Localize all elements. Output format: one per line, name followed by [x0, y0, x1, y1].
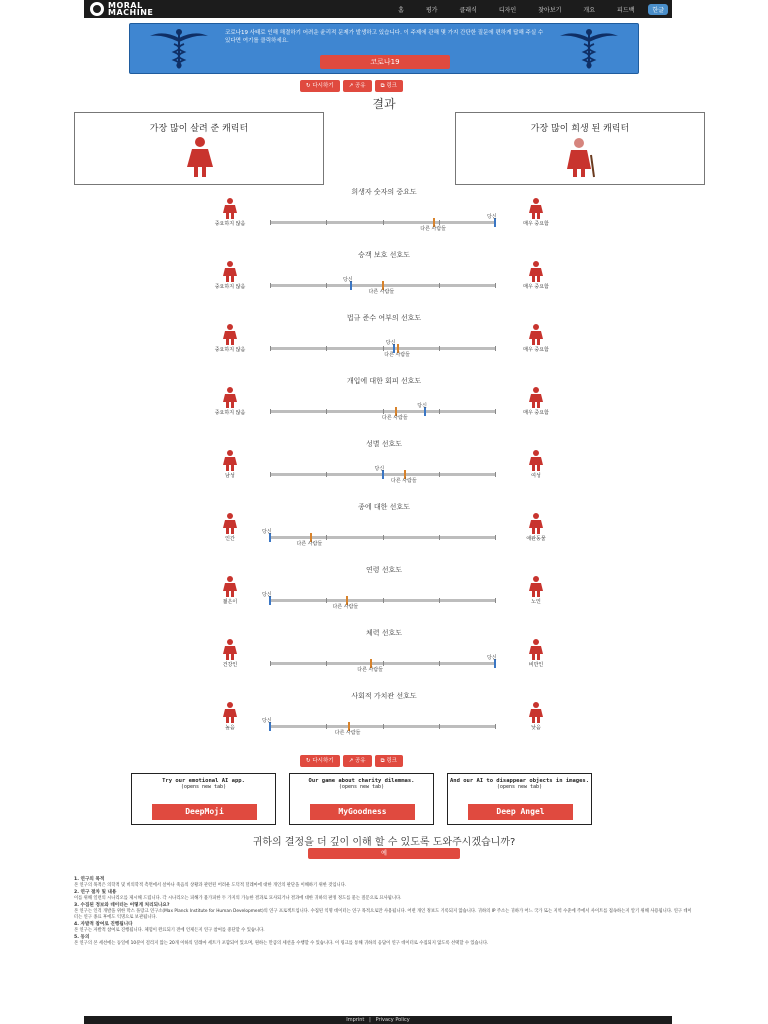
most-saved-title: 가장 많이 살려 준 캐릭터: [149, 124, 249, 134]
others-label: 다른 사람들: [357, 667, 383, 673]
slider-tick: [439, 661, 440, 666]
info-heading: 2. 연구 절차 및 내용: [74, 890, 117, 896]
right-character-icon: [526, 638, 546, 660]
slider-tick: [439, 598, 440, 603]
right-axis-label: 비만인: [528, 662, 544, 668]
preference-title: 사회적 가치관 선호도: [351, 692, 417, 700]
right-character-icon: [526, 260, 546, 282]
share-button[interactable]: ↗ 공유: [343, 80, 372, 92]
others-label: 다른 사람들: [296, 541, 323, 547]
you-label: 당신: [262, 592, 272, 598]
left-character-icon: [220, 386, 240, 408]
banner-text: 코로나19 사태로 인해 해결하기 어려운 윤리적 문제가 발생하고 있습니다. 이 주제에 관해 몇 가지 간단한 질문에 편하게 답해 주실 수 있다면 여기를 클릭하세요.: [225, 30, 544, 44]
others-label: 다른 사람들: [334, 730, 361, 736]
preference-slider-track: [270, 599, 495, 602]
slider-tick: [326, 220, 327, 225]
slider-tick: [326, 661, 327, 666]
left-character-icon: [220, 323, 240, 345]
logo-text: MORAL MACHINE: [108, 1, 154, 17]
covid-banner: [129, 23, 639, 74]
link-button[interactable]: ⧉ 링크: [375, 755, 403, 767]
caduceus-icon: [148, 28, 210, 70]
others-label: 다른 사람들: [382, 415, 408, 421]
slider-tick: [270, 661, 271, 666]
preference-slider-track: [270, 347, 495, 350]
preference-title: 체력 선호도: [365, 629, 403, 637]
action-row-top: [300, 80, 403, 92]
right-character-icon: [526, 701, 546, 723]
preference-title: 종에 대한 선호도: [358, 503, 410, 511]
slider-tick: [495, 472, 496, 477]
most-killed-title: 가장 많이 희생 된 캐릭터: [530, 124, 630, 134]
slider-tick: [270, 346, 271, 351]
preference-slider-track: [270, 536, 495, 539]
promo-mygoodness: [289, 773, 434, 825]
right-character-icon: [526, 386, 546, 408]
slider-tick: [495, 283, 496, 288]
slider-tick: [439, 535, 440, 540]
left-axis-label: 중요하지 않음: [214, 410, 246, 416]
left-axis-label: 중요하지 않음: [214, 347, 246, 353]
left-axis-label: 중요하지 않음: [214, 284, 246, 290]
nav-feedback[interactable]: 피드백: [617, 6, 635, 14]
left-character-icon: [220, 449, 240, 471]
you-label: 당신: [374, 466, 385, 472]
info-heading: 4. 자발적 참여로 진행됩니다: [74, 922, 133, 928]
slider-tick: [326, 472, 327, 477]
slider-tick: [383, 220, 384, 225]
nav-about[interactable]: 개요: [583, 6, 596, 14]
right-character-icon: [526, 449, 546, 471]
promo-subtitle: (opens new tab): [338, 784, 385, 790]
left-character-icon: [220, 638, 240, 660]
action-row-bottom: [300, 755, 403, 767]
left-axis-label: 건강인: [222, 662, 238, 668]
preference-title: 연령 선호도: [365, 566, 403, 574]
left-character-icon: [220, 197, 240, 219]
nav-judge[interactable]: 평가: [425, 6, 438, 14]
nav-classic[interactable]: 클래식: [459, 6, 477, 14]
preference-slider-track: [270, 284, 495, 287]
slider-tick: [326, 409, 327, 414]
promo-deepmoji: [131, 773, 276, 825]
info-heading: 3. 수집된 정보와 데이터는 어떻게 처리되나요?: [74, 903, 170, 909]
info-paragraph: 본 연구의 목적은 의학적 및 비의학적 측면에서 살아나 죽음의 상황과 관련된 어려운 도덕적 딜레마에 대한 개인의 판단을 이해하기 위한 것입니다.: [74, 882, 347, 888]
left-character-icon: [220, 512, 240, 534]
you-label: 당신: [262, 529, 272, 535]
slider-tick: [439, 346, 440, 351]
left-axis-label: 남성: [225, 473, 235, 479]
you-label: 당신: [487, 214, 497, 220]
most-killed-box: [455, 112, 705, 185]
promo-title: Our game about charity dilemmas.: [308, 778, 415, 784]
preference-slider-track: [270, 662, 495, 665]
result-title: 결과: [372, 97, 396, 111]
nav-browse[interactable]: 찾아보기: [538, 6, 562, 14]
share-button[interactable]: ↗ 공유: [343, 755, 372, 767]
left-axis-label: 높음: [225, 725, 235, 731]
link-button[interactable]: ⧉ 링크: [375, 80, 403, 92]
slider-tick: [495, 535, 496, 540]
info-paragraph: 이를 위해 일련의 시나리오를 제시해 드립니다. 각 시나리오는 피해가 불가피한 두 가지의 가능한 결과로 묘사되거나 결과에 대한 귀하의 판정 정도를 묻는 질문으로 묘사됩니다.: [74, 895, 402, 901]
right-axis-label: 노인: [531, 599, 541, 605]
most-saved-box: [74, 112, 324, 185]
info-paragraph: 본 연구의 본 세션에는 동일에 10분이 걸리지 않는 20개 이하의 딜레마 세트가 포함되어 있으며, 원하는 만큼의 세션을 수행할 수 있습니다. 이 링크를 통해 귀하의 응답이 연구 데이터로 수집되지 않도록 선택할 수 있습니다.: [74, 940, 489, 946]
retry-button[interactable]: ↻ 다시하기: [300, 755, 340, 767]
slider-tick: [383, 535, 384, 540]
preference-slider-track: [270, 410, 495, 413]
slider-tick: [495, 346, 496, 351]
caduceus-icon: [558, 28, 620, 70]
slider-tick: [383, 598, 384, 603]
slider-tick: [270, 220, 271, 225]
right-axis-label: 매우 중요함: [523, 347, 549, 353]
navbar-bar: [84, 0, 672, 18]
privacy-link[interactable]: Privacy Policy: [375, 1017, 410, 1023]
you-label: 당신: [343, 277, 353, 283]
promo-title: Try our emotional AI app.: [162, 778, 245, 784]
promo-title: And our AI to disappear objects in images.: [449, 778, 590, 784]
promo-subtitle: (opens new tab): [496, 784, 543, 790]
deepangel-button[interactable]: Deep Angel: [468, 804, 573, 820]
left-character-icon: [220, 575, 240, 597]
preference-title: 개입에 대한 회피 선호도: [346, 377, 422, 385]
others-label: 다른 사람들: [420, 226, 446, 232]
slider-tick: [326, 535, 327, 540]
language-button[interactable]: 한글: [648, 4, 668, 15]
left-axis-label: 젊은이: [222, 599, 238, 605]
promo-deepangel: [447, 773, 592, 825]
imprint-link[interactable]: Imprint: [346, 1017, 365, 1023]
left-axis-label: 중요하지 않음: [214, 221, 246, 227]
right-axis-label: 매우 중요함: [523, 284, 549, 290]
logo[interactable]: [90, 1, 153, 17]
girl-figure-icon: [183, 135, 217, 179]
info-heading: 1. 연구의 목적: [74, 877, 105, 882]
nav-home[interactable]: 홈: [398, 6, 404, 14]
left-axis-label: 인간: [225, 536, 235, 542]
footer-separator: |: [369, 1017, 371, 1023]
right-character-icon: [526, 323, 546, 345]
slider-tick: [439, 283, 440, 288]
retry-button[interactable]: ↻ 다시하기: [300, 80, 340, 92]
footer: [84, 1016, 672, 1024]
slider-tick: [326, 598, 327, 603]
right-axis-label: 애완동물: [526, 536, 546, 542]
right-axis-label: 매우 중요함: [523, 221, 549, 227]
slider-tick: [383, 724, 384, 729]
slider-tick: [439, 472, 440, 477]
elderly-woman-icon: [564, 135, 598, 179]
preference-slider-track: [270, 473, 495, 476]
others-label: 다른 사람들: [384, 352, 410, 358]
others-label: 다른 사람들: [368, 289, 395, 295]
preference-slider-track: [270, 221, 495, 224]
slider-tick: [495, 409, 496, 414]
covid-button[interactable]: 코로나19: [320, 55, 450, 69]
nav-links: [376, 0, 668, 18]
right-axis-label: 낮음: [531, 725, 541, 731]
you-label: 당신: [262, 718, 272, 724]
preference-title: 성별 선호도: [365, 440, 403, 448]
gear-logo-icon: [90, 2, 104, 16]
promo-subtitle: (opens new tab): [180, 784, 227, 790]
info-paragraph: 본 연구는 인격 개발을 위한 막스 플랑크 연구소(Max Planck Institute for Human Development)의 연구 프로젝트입니다. 수집된 익명 데이터는 연구 목적으로만 사용됩니다. 어떤 개인 정보도 기록되지 않습니다. 귀하의 IP 주소는 귀하가 어느 국가 또는 지역 수준에 주에서 사이트를 접속하는지 알기 위해 사용됩니다. 연구 데이터는 연구 종료 후에도 익명으로 보관됩니다.: [74, 908, 692, 920]
yes-button[interactable]: 예: [308, 848, 460, 859]
slider-tick: [495, 724, 496, 729]
deepmoji-button[interactable]: DeepMoji: [152, 804, 257, 820]
slider-tick: [270, 283, 271, 288]
slider-tick: [439, 724, 440, 729]
right-character-icon: [526, 575, 546, 597]
left-character-icon: [220, 260, 240, 282]
preference-title: 법규 준수 여부의 선호도: [346, 314, 422, 322]
slider-tick: [495, 598, 496, 603]
right-character-icon: [526, 512, 546, 534]
right-axis-label: 여성: [531, 473, 541, 479]
slider-tick: [439, 409, 440, 414]
others-label: 다른 사람들: [391, 478, 417, 484]
left-character-icon: [220, 701, 240, 723]
preference-title: 희생자 숫자의 중요도: [351, 188, 417, 196]
slider-tick: [326, 346, 327, 351]
right-axis-label: 매우 중요함: [523, 410, 549, 416]
preference-title: 승객 보호 선호도: [358, 251, 410, 259]
slider-tick: [270, 409, 271, 414]
info-heading: 5. 동의: [74, 935, 90, 941]
info-paragraph: 본 연구는 자발적 참여로 진행됩니다. 체험이 완료되기 전에 언제든지 연구 참여를 중단할 수 있습니다.: [74, 927, 265, 933]
you-label: 당신: [417, 403, 427, 409]
others-label: 다른 사람들: [332, 604, 359, 610]
preference-slider-track: [270, 725, 495, 728]
survey-question: 귀하의 결정을 더 깊이 이해 할 수 있도록 도와주시겠습니까?: [252, 837, 516, 848]
you-label: 당신: [385, 340, 396, 346]
study-info: [74, 875, 694, 948]
you-label: 당신: [487, 655, 497, 661]
slider-tick: [326, 724, 327, 729]
right-character-icon: [526, 197, 546, 219]
slider-tick: [270, 472, 271, 477]
mygoodness-button[interactable]: MyGoodness: [310, 804, 415, 820]
slider-tick: [326, 283, 327, 288]
nav-design[interactable]: 디자인: [498, 6, 517, 14]
top-navbar: [0, 0, 768, 18]
